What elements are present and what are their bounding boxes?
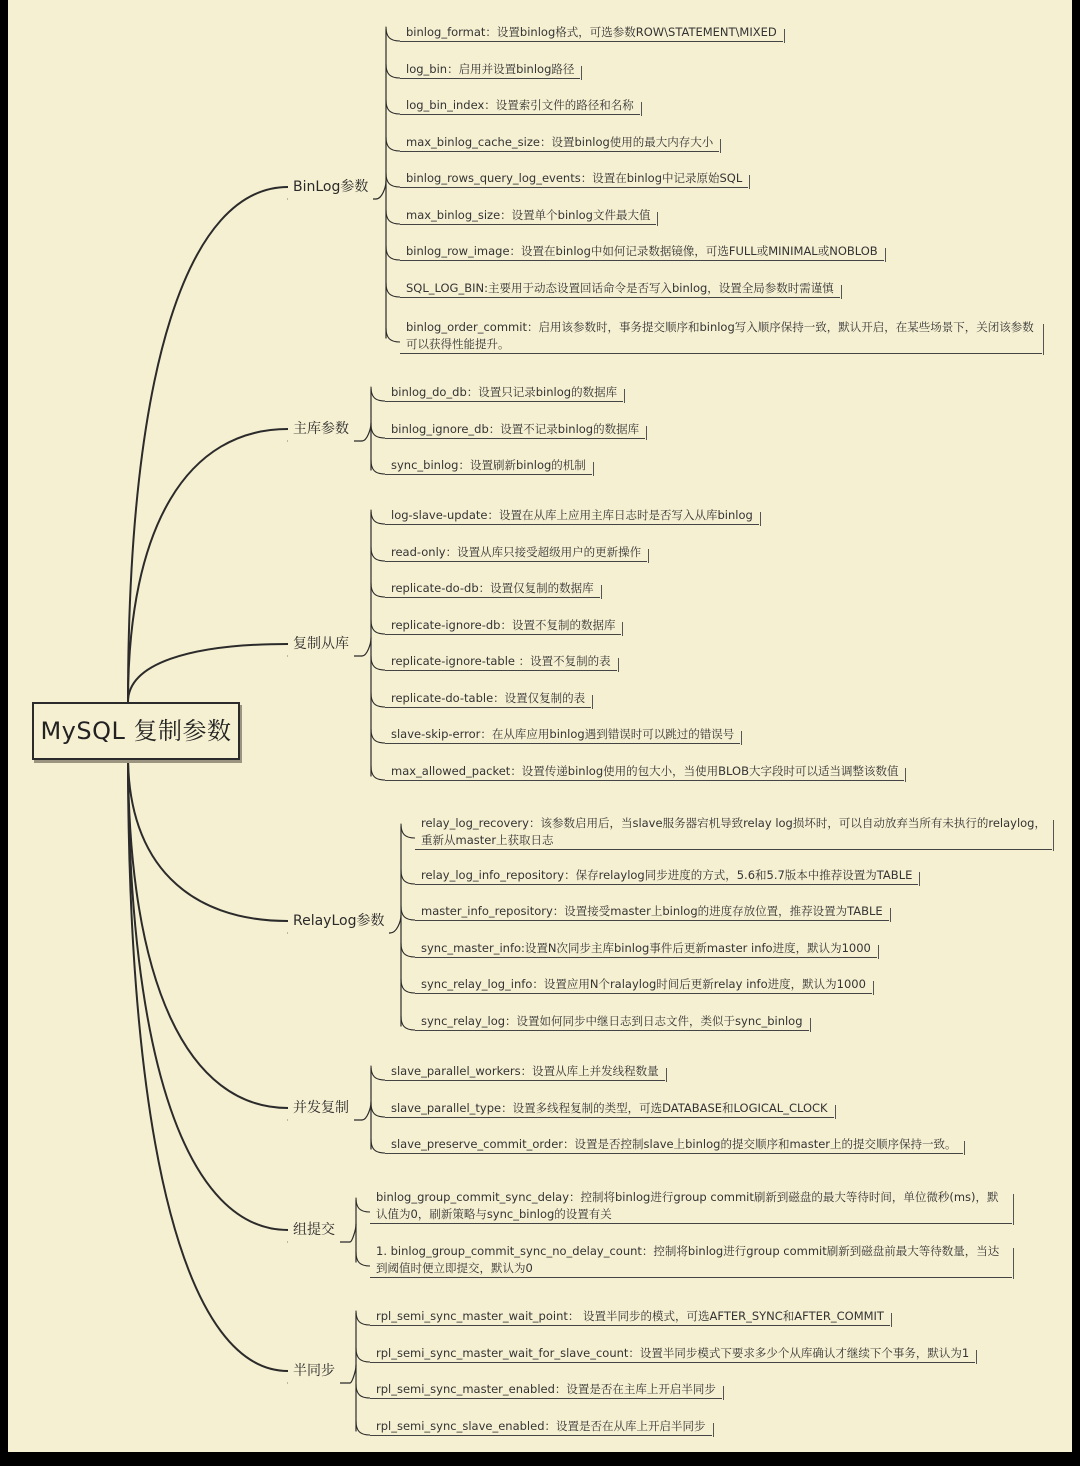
root-node: MySQL 复制参数 [32, 702, 240, 760]
leaf-connector-0-4 [386, 173, 400, 187]
branch-node-2: 复制从库 [288, 631, 354, 657]
leaf-connector-4-1 [371, 1103, 385, 1117]
branch-node-1: 主库参数 [288, 416, 354, 442]
leaf-connector-3-3 [401, 943, 415, 957]
leaf-node: replicate-ignore-table ：设置不复制的表 [385, 651, 617, 671]
leaf-node: replicate-ignore-db：设置不复制的数据库 [385, 615, 621, 635]
leaf-node: log-slave-update：设置在从库上应用主库日志时是否写入从库binlog [385, 505, 759, 525]
connector-root-branch-2 [128, 644, 288, 702]
branch-to-spine-6 [350, 1365, 356, 1383]
leaf-connector-2-7 [371, 766, 385, 780]
leaf-node: sync_relay_log：设置如何同步中继日志到日志文件，类似于sync_binlog [415, 1011, 809, 1031]
leaf-node: rpl_semi_sync_master_wait_point： 设置半同步的模式，可选AFTER_SYNC和AFTER_COMMIT [370, 1306, 890, 1326]
leaf-node: slave_preserve_commit_order：设置是否控制slave上binlog的提交顺序和master上的提交顺序保持一致。 [385, 1134, 963, 1154]
leaf-node: relay_log_recovery：该参数启用后，当slave服务器宕机导致relay log损坏时，可以自动放弃当所有未执行的relaylog，重新从master上获取日志 [415, 813, 1052, 850]
leaf-node: binlog_do_db：设置只记录binlog的数据库 [385, 382, 623, 402]
connector-root-branch-6 [128, 756, 288, 1371]
connector-root-branch-0 [128, 187, 288, 702]
leaf-connector-1-1 [371, 424, 385, 438]
leaf-node: binlog_row_image：设置在binlog中如何记录数据镜像，可选FULL或MINIMAL或NOBLOB [400, 241, 884, 261]
leaf-node: SQL_LOG_BIN:主要用于动态设置回话命令是否写入binlog，设置全局参数时需谨慎 [400, 278, 840, 298]
leaf-node: sync_binlog：设置刷新binlog的机制 [385, 455, 592, 475]
leaf-node: rpl_semi_sync_master_enabled：设置是否在主库上开启半同步 [370, 1379, 722, 1399]
branch-node-6: 半同步 [288, 1358, 340, 1384]
leaf-node: slave-skip-error：在从库应用binlog遇到错误时可以跳过的错误号 [385, 724, 740, 744]
leaf-node: binlog_group_commit_sync_delay：控制将binlog进行group commit刷新到磁盘的最大等待时间，单位微秒(ms)，默认值为0，刷新策略与sync_binlog的设置有关 [370, 1187, 1012, 1224]
leaf-node: log_bin_index：设置索引文件的路径和名称 [400, 95, 640, 115]
leaf-node: sync_relay_log_info：设置应用N个ralaylog时间后更新relay info进度，默认为1000 [415, 974, 872, 994]
leaf-node: replicate-do-table：设置仅复制的表 [385, 688, 591, 708]
leaf-node: max_allowed_packet：设置传递binlog使用的包大小，当使用BLOB大字段时可以适当调整该数值 [385, 761, 904, 781]
leaf-node: slave_parallel_type：设置多线程复制的类型，可选DATABASE和LOGICAL_CLOCK [385, 1098, 834, 1118]
leaf-connector-4-2 [371, 1139, 385, 1153]
leaf-node: log_bin：启用并设置binlog路径 [400, 59, 580, 79]
leaf-node: binlog_format：设置binlog格式，可选参数ROW\STATEMENT\MIXED [400, 22, 783, 42]
leaf-connector-0-6 [386, 246, 400, 260]
leaf-node: slave_parallel_workers：设置从库上并发线程数量 [385, 1061, 665, 1081]
leaf-connector-0-8 [386, 328, 400, 342]
leaf-connector-2-6 [371, 729, 385, 743]
branch-to-spine-2 [362, 638, 371, 656]
connector-root-branch-3 [128, 756, 288, 921]
branch-to-spine-3 [390, 915, 401, 933]
connector-root-branch-5 [128, 756, 288, 1230]
leaf-connector-3-2 [401, 906, 415, 920]
leaf-connector-2-0 [371, 510, 385, 524]
leaf-node: binlog_rows_query_log_events：设置在binlog中记录原始SQL [400, 168, 748, 188]
leaf-connector-0-5 [386, 210, 400, 224]
leaf-connector-0-1 [386, 64, 400, 78]
connector-root-branch-4 [128, 756, 288, 1108]
leaf-connector-0-2 [386, 100, 400, 114]
leaf-node: master_info_repository：设置接受master上binlog的进度存放位置，推荐设置为TABLE [415, 901, 889, 921]
branch-node-0: BinLog参数 [288, 174, 373, 200]
branch-to-spine-1 [362, 423, 371, 441]
leaf-connector-2-4 [371, 656, 385, 670]
leaf-connector-0-3 [386, 137, 400, 151]
leaf-connector-2-1 [371, 547, 385, 561]
branch-node-4: 并发复制 [288, 1095, 354, 1121]
branch-node-3: RelayLog参数 [288, 908, 389, 934]
leaf-connector-3-4 [401, 979, 415, 993]
branch-node-5: 组提交 [288, 1217, 340, 1243]
leaf-connector-5-1 [356, 1252, 370, 1266]
leaf-node: max_binlog_size：设置单个binlog文件最大值 [400, 205, 656, 225]
leaf-connector-6-3 [356, 1421, 370, 1435]
branch-to-spine-4 [362, 1102, 371, 1120]
mindmap-canvas [8, 0, 1072, 1452]
leaf-node: replicate-do-db：设置仅复制的数据库 [385, 578, 600, 598]
leaf-node: relay_log_info_repository：保存relaylog同步进度的方式，5.6和5.7版本中推荐设置为TABLE [415, 865, 918, 885]
leaf-node: rpl_semi_sync_slave_enabled：设置是否在从库上开启半同步 [370, 1416, 712, 1436]
leaf-connector-1-2 [371, 460, 385, 474]
leaf-connector-2-3 [371, 620, 385, 634]
leaf-connector-6-1 [356, 1348, 370, 1362]
leaf-node: binlog_order_commit：启用该参数时，事务提交顺序和binlog写入顺序保持一致，默认开启，在某些场景下，关闭该参数可以获得性能提升。 [400, 317, 1042, 354]
leaf-connector-3-0 [401, 824, 415, 838]
leaf-node: binlog_ignore_db：设置不记录binlog的数据库 [385, 419, 645, 439]
branch-to-spine-0 [376, 181, 386, 199]
leaf-connector-1-0 [371, 387, 385, 401]
leaf-connector-0-0 [386, 27, 400, 41]
leaf-connector-4-0 [371, 1066, 385, 1080]
connector-root-branch-1 [128, 429, 288, 702]
leaf-connector-3-1 [401, 870, 415, 884]
leaf-connector-3-5 [401, 1016, 415, 1030]
leaf-node: max_binlog_cache_size：设置binlog使用的最大内存大小 [400, 132, 719, 152]
leaf-connector-2-2 [371, 583, 385, 597]
leaf-node: read-only：设置从库只接受超级用户的更新操作 [385, 542, 647, 562]
branch-to-spine-5 [350, 1224, 356, 1242]
leaf-connector-5-0 [356, 1198, 370, 1212]
leaf-connector-6-0 [356, 1311, 370, 1325]
leaf-connector-6-2 [356, 1384, 370, 1398]
leaf-node: sync_master_info:设置N次同步主库binlog事件后更新master info进度，默认为1000 [415, 938, 877, 958]
leaf-node: 1. binlog_group_commit_sync_no_delay_count：控制将binlog进行group commit刷新到磁盘前最大等待数量，当达到阈值时便立即提交，默认为0 [370, 1241, 1012, 1278]
leaf-node: rpl_semi_sync_master_wait_for_slave_count：设置半同步模式下要求多少个从库确认才继续下个事务，默认为1 [370, 1343, 975, 1363]
leaf-connector-0-7 [386, 283, 400, 297]
leaf-connector-2-5 [371, 693, 385, 707]
